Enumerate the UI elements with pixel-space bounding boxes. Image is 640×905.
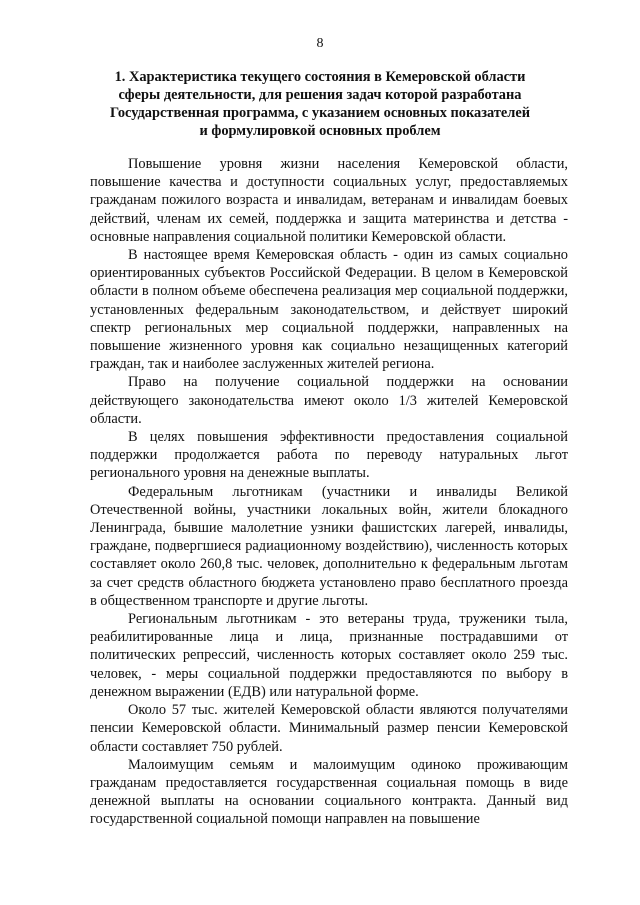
heading-line: сферы деятельности, для решения задач которой разработана <box>118 87 522 103</box>
page-number: 8 <box>316 36 324 51</box>
paragraph: Федеральным льготникам (участники и инвалиды Великой Отечественной войны, участники локальных войн, жители блокадного Ленинграда, бывшие малолетние узники фашистских лагерей, инвалиды, граждане, подвергшиеся радиационному воздействию), численность которых составляет около 260,8 тыс. человек, дополнительно к федеральным льготам за счет средств областного бюджета установлено право бесплатного проезда в общественном транспорте и другие льготы. <box>90 483 568 609</box>
paragraph: В целях повышения эффективности предоставления социальной поддержки продолжается работа по переводу натуральных льгот регионального уровня на денежные выплаты. <box>90 429 568 482</box>
paragraph: Малоимущим семьям и малоимущим одиноко проживающим гражданам предоставляется государственная социальная помощь в виде денежной выплаты на основании социального контракта. Данный вид государственной социальной помощи направлен на повышение <box>90 756 568 828</box>
heading-line: и формулировкой основных проблем <box>199 123 441 139</box>
paragraph: Право на получение социальной поддержки на основании действующего законодательства имеют около 1/3 жителей Кемеровской области. <box>90 374 568 427</box>
section-heading <box>90 68 550 140</box>
body-text <box>90 155 568 829</box>
paragraph: Около 57 тыс. жителей Кемеровской области являются получателями пенсии Кемеровской области. Минимальный размер пенсии Кемеровской области составляет 750 рублей. <box>90 702 568 755</box>
paragraph: Повышение уровня жизни населения Кемеровской области, повышение качества и доступности социальных услуг, предоставляемых гражданам пожилого возраста и инвалидам, ветеранам и инвалидам боевых действий, членам их семей, поддержка и защита материнства и детства - основные направления социальной политики Кемеровской области. <box>90 156 568 245</box>
paragraph: В настоящее время Кемеровская область - один из самых социально ориентированных субъектов Российской Федерации. В целом в Кемеровской области в полном объеме обеспечена реализация мер социальной поддержки, установленных федеральным законодательством, и действует широкий спектр региональных мер социальной поддержки, направленных на повышение жизненного уровня как социально незащищенных категорий граждан, так и наиболее заслуженных жителей региона. <box>90 247 568 373</box>
heading-line: Государственная программа, с указанием основных показателей <box>109 105 531 121</box>
heading-line: 1. Характеристика текущего состояния в Кемеровской области <box>114 69 526 85</box>
paragraph: Региональным льготникам - это ветераны труда, труженики тыла, реабилитированные лица и лица, признанные пострадавшими от политических репрессий, численность которых составляет около 259 тыс. человек, - меры социальной поддержки предоставляются по выбору в денежном выражении (ЕДВ) или натуральной форме. <box>90 611 568 700</box>
